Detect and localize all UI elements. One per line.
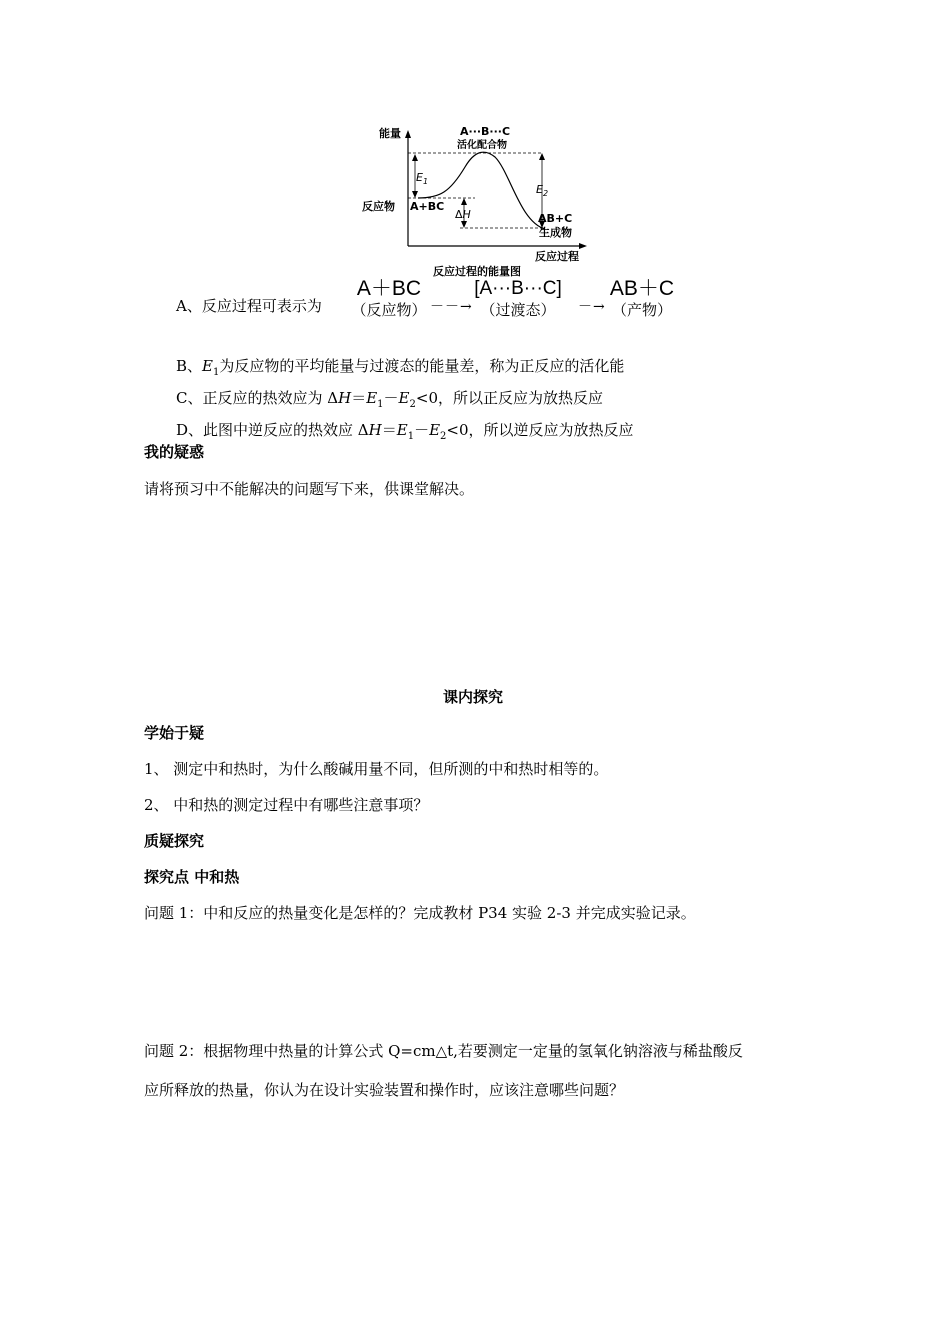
problem-1: 问题 1：中和反应的热量变化是怎样的？完成教材 P34 实验 2-3 并完成实验记录。 xyxy=(144,904,696,922)
e2-label: $E_2$ xyxy=(536,183,549,198)
arrow-1: －－→ xyxy=(430,299,473,315)
formula-transition: [A···B···C] （过渡态） xyxy=(474,278,562,319)
peak-sublabel: 活化配合物 xyxy=(457,140,507,151)
question-1: 1、 测定中和热时，为什么酸碱用量不同，但所测的中和热时相等的。 xyxy=(144,760,609,778)
question-2: 2、 中和热的测定过程中有哪些注意事项？ xyxy=(144,796,429,814)
x-axis-arrow xyxy=(579,243,587,249)
y-axis-arrow xyxy=(405,130,411,138)
my-doubts-text: 请将预习中不能解决的问题写下来，供课堂解决。 xyxy=(144,480,475,498)
problem-2-line-1: 问题 2：根据物理中热量的计算公式 Q=cm△t,若要测定一定量的氢氧化钠溶液与稀盐酸反 xyxy=(144,1042,743,1060)
option-d: D、此图中逆反应的热效应 $\Delta H=E_1-E_2<0$，所以逆反应为放热反应 xyxy=(176,421,634,442)
point-heading: 探究点 中和热 xyxy=(144,868,240,886)
option-a-text: A、反应过程可表示为 xyxy=(176,297,322,315)
peak-label: A···B···C xyxy=(460,125,511,138)
dh-label: ΔH xyxy=(455,208,471,221)
reactant-formula: A+BC xyxy=(410,200,445,213)
section-title: 课内探究 xyxy=(443,688,504,706)
option-a-formula xyxy=(350,278,690,326)
learn-heading: 学始于疑 xyxy=(144,724,205,742)
formula-product: AB＋C （产物） xyxy=(609,277,675,319)
option-b: B、$E_1$为反应物的平均能量与过渡态的能量差，称为正反应的活化能 xyxy=(176,357,625,378)
product-label: 生成物 xyxy=(539,226,572,239)
inquiry-heading: 质疑探究 xyxy=(144,832,205,850)
reactant-label: 反应物 xyxy=(362,200,395,213)
e1-label: $E_1$ xyxy=(416,171,429,186)
option-a xyxy=(176,295,322,316)
diagram-caption: 反应过程的能量图 xyxy=(433,265,521,278)
x-axis-label: 反应过程 xyxy=(535,250,579,263)
option-c: C、正反应的热效应为 $\Delta H=E_1-E_2<0$，所以正反应为放热反应 xyxy=(176,389,603,410)
energy-curve xyxy=(418,152,545,229)
problem-2-line-2: 应所释放的热量，你认为在设计实验装置和操作时，应该注意哪些问题？ xyxy=(144,1081,625,1099)
my-doubts-heading: 我的疑惑 xyxy=(144,443,205,461)
arrow-2: －→ xyxy=(578,299,606,315)
energy-diagram xyxy=(355,122,600,280)
product-formula: AB+C xyxy=(538,212,573,225)
formula-reactant: A＋BC （反应物） xyxy=(351,277,427,319)
y-axis-label: 能量 xyxy=(379,127,401,140)
